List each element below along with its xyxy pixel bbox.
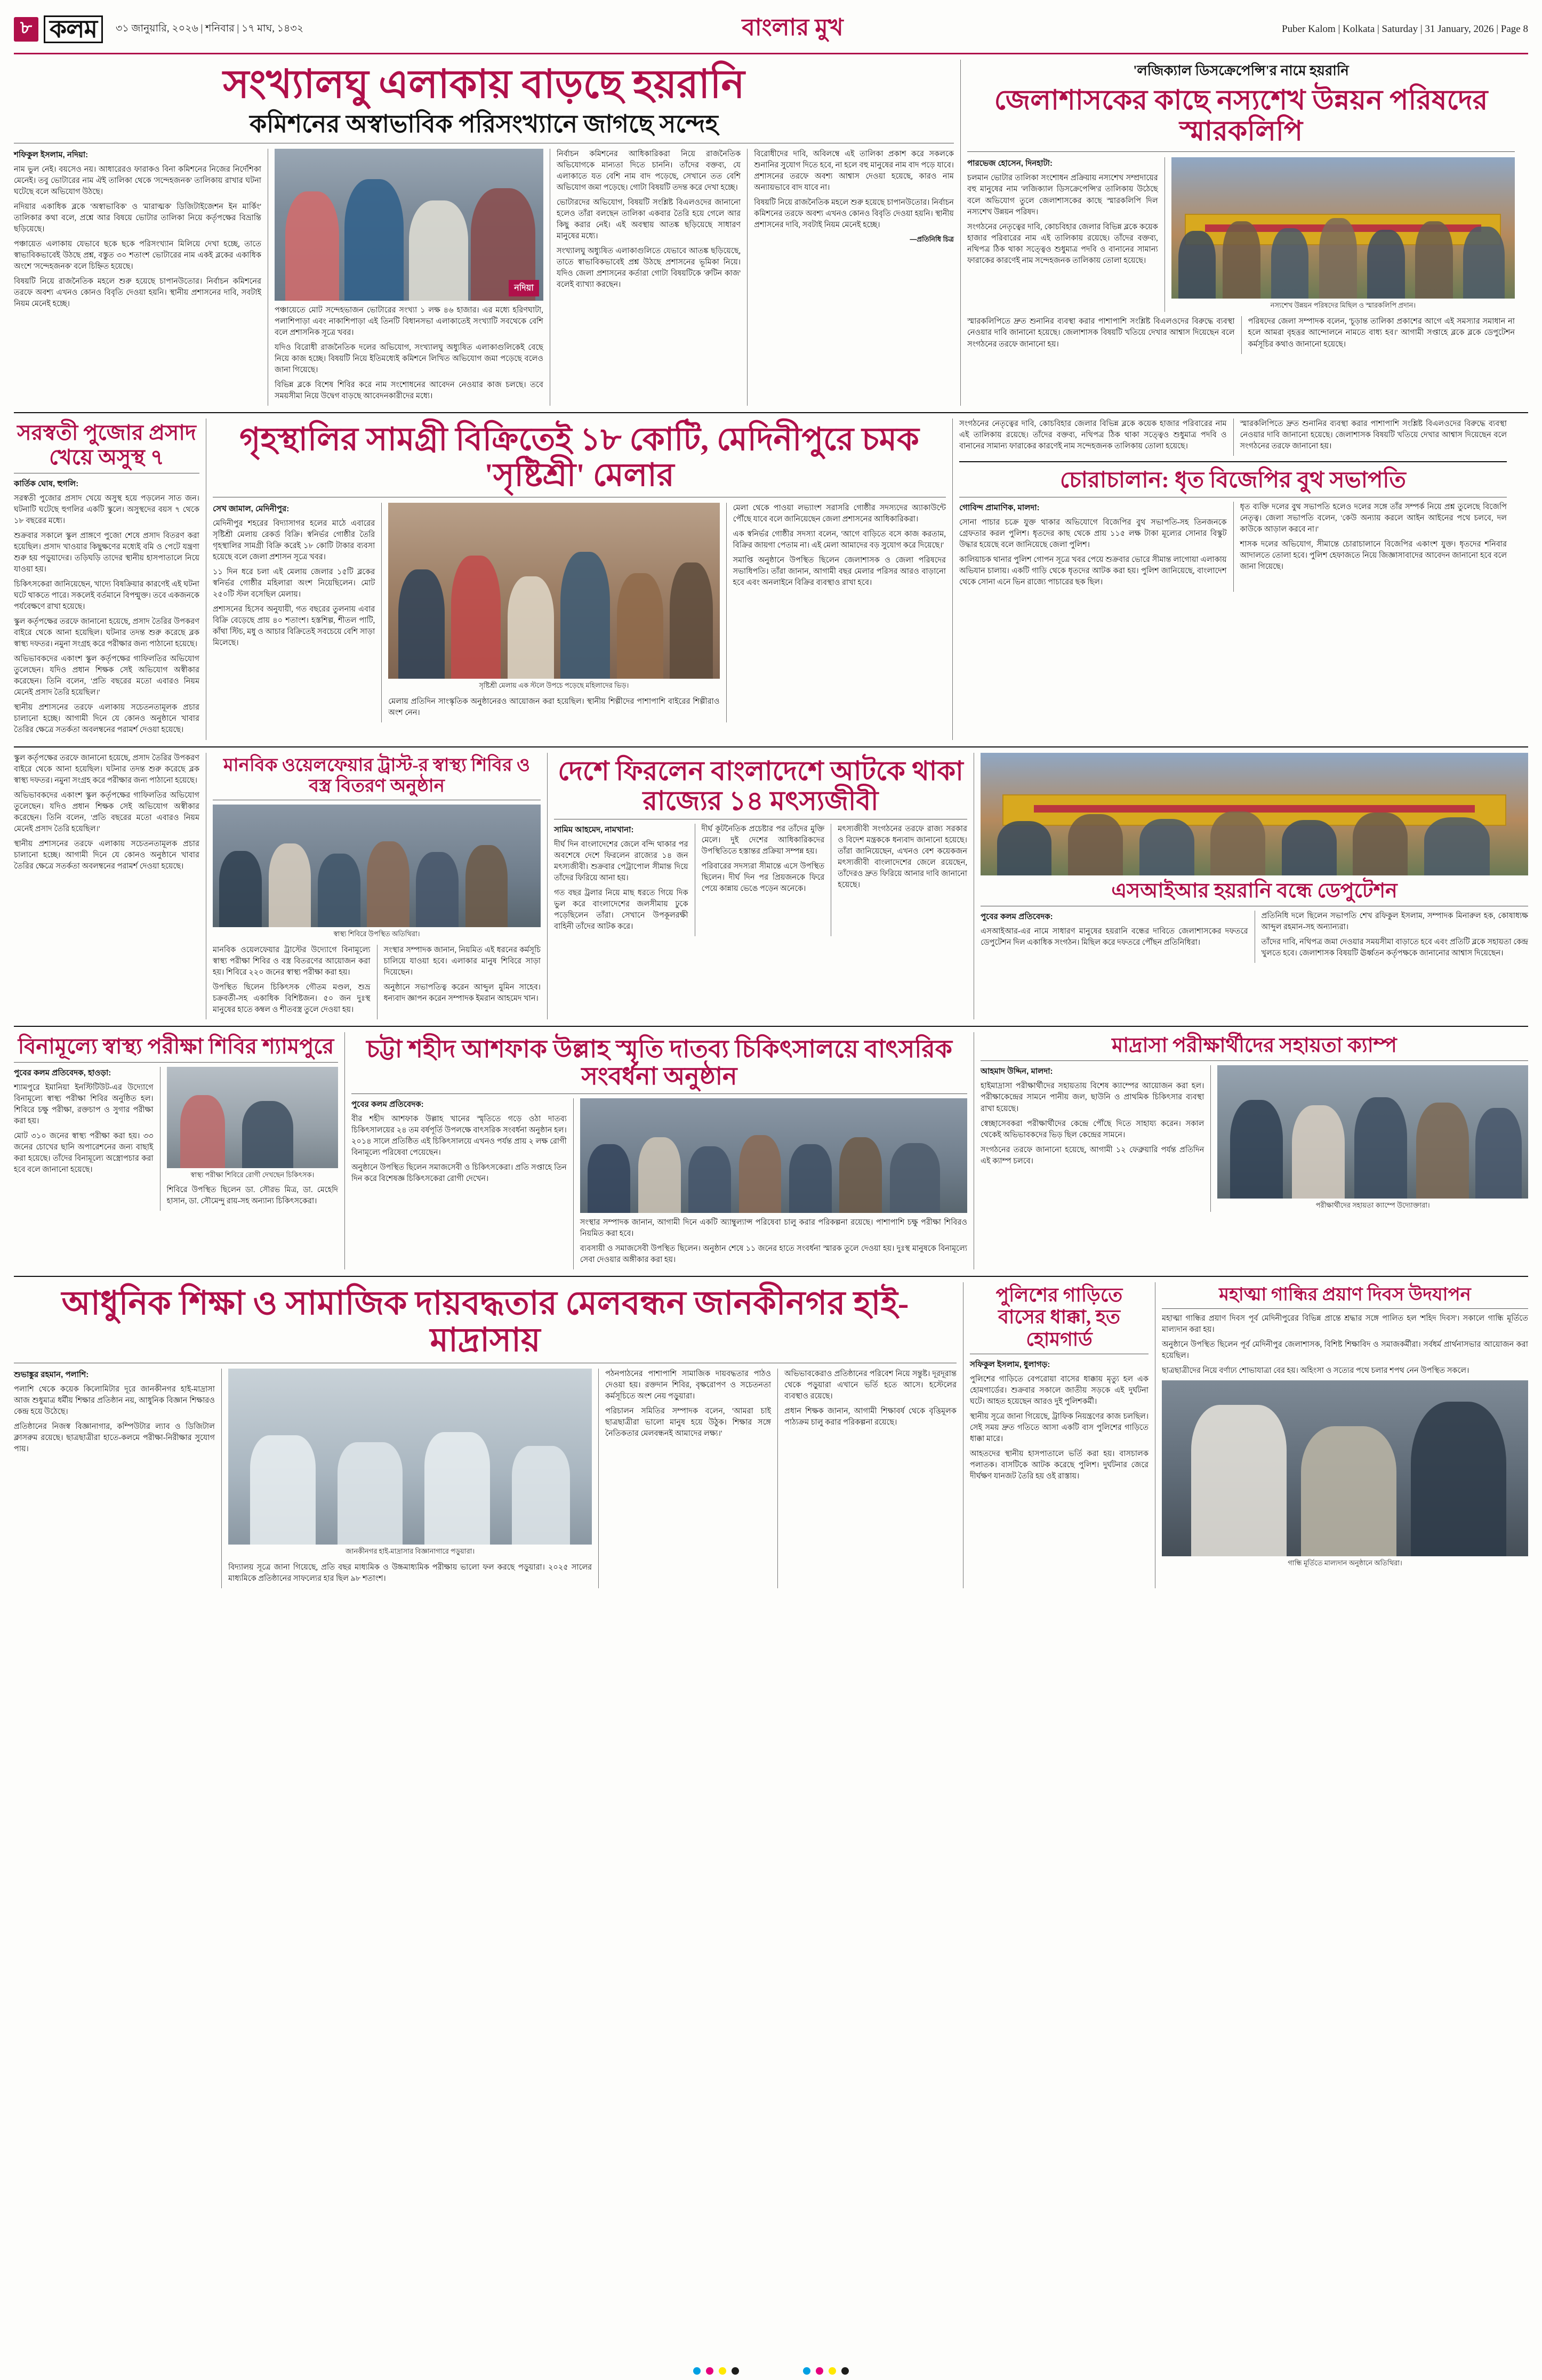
chorachalan-col-1 <box>959 502 1233 592</box>
newspaper-logo: কলম <box>44 15 103 43</box>
registration-dots <box>0 2367 1542 2375</box>
janakinagar-para: বিদ্যালয় সূত্রে জানা গিয়েছে, প্রতি বছর মাধ্যমিক ও উচ্চমাধ্যমিক পরীক্ষায় ভালো ফল করছে পড়ুয়ারা। ২০২৫ সালের মাধ্যমিকে প্রতিষ্ঠানের সাফল্যের হার ছিল ৯৮ শতাংশ। <box>228 1563 592 1583</box>
chorachalan-headline: চোরাচালান: ধৃত বিজেপির বুথ সভাপতি <box>1060 468 1406 493</box>
police-bus-para: পুলিশের গাড়িতে বেপরোয়া বাসের ধাক্কায় মৃত্যু হল এক হোমগার্ডের। শুক্রবার সকালে জাতীয় সড়কে এই দুর্ঘটনা ঘটে। আহত হয়েছেন আরও দুই পুলিশকর্মী। <box>970 1375 1149 1406</box>
siir-col-1 <box>981 911 1255 963</box>
ashfaq-para: বীর শহীদ আশফাক উল্লাহ খানের স্মৃতিতে গড়ে ওঠা দাতব্য চিকিৎসালয়ের ২৪ তম বর্ষপূর্তি উপলক্ষে বাৎসরিক সংবর্ধনা অনুষ্ঠান হল। ২০১৪ সালে প্রতিষ্ঠিত এই চিকিৎসালয়ে এখনও পর্যন্ত প্রায় ২ লক্ষ রোগী বিনামূল্যে পরিষেবা পেয়েছেন। <box>351 1114 567 1157</box>
fishermen-para: গত বছর ট্রলার নিয়ে মাছ ধরতে গিয়ে দিক ভুল করে বাংলাদেশের জলসীমায় ঢুকে পড়েছিলেন তাঁরা। সেখানে উপকূলরক্ষী বাহিনী তাঁদের আটক করে। <box>554 888 688 931</box>
lead-headline: সংখ্যালঘু এলাকায় বাড়ছে হয়রানি <box>223 63 745 107</box>
nosyshekh-para: চলমান ভোটার তালিকা সংশোধন প্রক্রিয়ায় নস্যশেখ সম্প্রদায়ের বহু মানুষের নাম 'লজিক্যাল ডিসক্রেপেন্সি'র তালিকায় উঠেছে বলে অভিযোগ তুলে জেলাশাসকের কাছে স্মারকলিপি দিল নস্যশেখ উন্নয়ন পরিষদ। <box>967 174 1158 216</box>
fishermen-col-1 <box>554 824 695 936</box>
mela-col-1 <box>213 503 381 722</box>
saraswati-headline: সরস্বতী পুজোর প্রসাদ খেয়ে অসুস্থ ৭ <box>17 421 196 470</box>
shampur-photo <box>167 1067 338 1168</box>
police-bus-para: আহতদের স্থানীয় হাসপাতালে ভর্তি করা হয়। বাসচালক পলাতক। বাসটিকে আটক করেছে পুলিশ। দুর্ঘটনার জেরে দীর্ঘক্ষণ যানজট তৈরি হয় ওই রাস্তায়। <box>970 1450 1149 1481</box>
madrasa-camp-col-1 <box>981 1065 1210 1212</box>
bottom-block <box>14 1282 1528 1588</box>
manabik-para: মানবিক ওয়েলফেয়ার ট্রাস্টের উদ্যোগে বিনামূল্যে স্বাস্থ্য পরীক্ষা শিবির ও বস্ত্র বিতরণের আয়োজন করা হয়। শিবিরে ২২০ জনের স্বাস্থ্য পরীক্ষা করা হয়। <box>213 945 371 977</box>
manabik-col-1 <box>213 945 377 1019</box>
chorachalan-para: কালিয়াচক থানার পুলিশ গোপন সূত্রে খবর পেয়ে শুক্রবার ভোরে সীমান্ত লাগোয়া এলাকায় অভিযান চালায়। একটি গাড়ি থেকে ধৃতদের আটক করা হয়। পুলিশ জানিয়েছে, বাংলাদেশ থেকে সোনা এনে ভিন রাজ্যে পাচারের ছক ছিল। <box>959 555 1227 586</box>
janakinagar-para: পরিচালন সমিতির সম্পাদক বলেন, 'আমরা চাই ছাত্রছাত্রীরা ভালো মানুষ হয়ে উঠুক। শিক্ষার সঙ্গে নৈতিকতার মেলবন্ধনই আমাদের লক্ষ্য।' <box>605 1406 772 1438</box>
manabik-col-2 <box>377 945 541 1019</box>
janakinagar-col-4 <box>777 1369 957 1588</box>
fishermen-columns <box>554 824 967 936</box>
lead-para: নির্বাচন কমিশনের আধিকারিকরা নিয়ে রাজনৈতিক অভিযোগকে মান্যতা দিতে চাননি। তাঁদের বক্তব্য, যে এলাকাতে যত বেশি নাম বাদ পড়েছে, সেখানে তত বেশি অভিযোগ জমা পড়েছে। গোটা বিষয়টি তদন্ত করে দেখা হচ্ছে। <box>556 150 741 192</box>
lead-photo-tag: নদিয়া <box>509 280 539 296</box>
right-second-top <box>959 419 1507 456</box>
top-block <box>14 60 1528 406</box>
chorachalan-columns <box>959 502 1507 592</box>
shampur-col-1 <box>14 1067 160 1211</box>
chorachalan-para: শাসক দলের অভিযোগ, সীমান্তে চোরাচালানে বিজেপির একাংশ যুক্ত। ধৃতদের শনিবার আদালতে তোলা হবে। পুলিশ হেফাজতে নিয়ে জিজ্ঞাসাবাদের আবেদন জানানো হবে বলে জানা গিয়েছে। <box>1240 540 1507 571</box>
saraswati-para: স্থানীয় প্রশাসনের তরফে এলাকায় সচেতনতামূলক প্রচার চালানো হচ্ছে। আগামী দিনে যে কোনও অনুষ্ঠানে খাবার তৈরির ক্ষেত্রে সতর্কতা অবলম্বনের পরামর্শ দেওয়া হয়েছে। <box>14 703 199 735</box>
ashfaq-para: অনুষ্ঠানে উপস্থিত ছিলেন সমাজসেবী ও চিকিৎসকেরা। প্রতি সপ্তাহে তিন দিন করে বিশেষজ্ঞ চিকিৎসকেরা রোগী দেখেন। <box>351 1163 567 1183</box>
madrasa-camp-columns <box>981 1065 1528 1212</box>
registration-dotset-left <box>693 2367 739 2375</box>
mela-para: এক স্বনির্ভর গোষ্ঠীর সদস্যা বলেন, 'আগে বাড়িতে বসে কাজ করতাম, বিক্রির জায়গা পেতাম না। এই মেলা আমাদের বড় সুযোগ করে দিয়েছে।' <box>733 529 946 550</box>
mela-columns <box>213 503 946 722</box>
lead-para: যদিও বিরোধী রাজনৈতিক দলের অভিযোগ, সংখ্যালঘু অধ্যুষিত এলাকাগুলিকেই বেছে নিয়ে কাজ হচ্ছে। বিষয়টি নিয়ে ইতিমধ্যেই কমিশনে লিখিত অভিযোগ জমা পড়েছে বলেও জানা গিয়েছে। <box>275 343 543 375</box>
manabik-story <box>206 753 547 1019</box>
mela-photo-caption: সৃষ্টিশ্রী মেলায় এক স্টলে উপচে পড়েছে মহিলাদের ভিড়। <box>479 681 629 689</box>
ashfaq-photo <box>580 1098 967 1213</box>
janakinagar-col-2 <box>221 1369 598 1588</box>
saraswati-para: অভিভাবকদের একাংশ স্কুল কর্তৃপক্ষের গাফিলতির অভিযোগ তুলেছেন। যদিও প্রধান শিক্ষক সেই অভিযোগ অস্বীকার করেছেন। তিনি বলেন, 'প্রতি বছরের মতো এবারও নিয়ম মেনেই প্রসাদ তৈরি হয়েছিল।' <box>14 791 199 833</box>
fishermen-para: পরিবারের সদস্যরা সীমান্তে এসে উপস্থিত ছিলেন। দীর্ঘ দিন পর প্রিয়জনকে ফিরে পেয়ে কান্নায় ভেঙে পড়েন অনেকে। <box>701 862 825 893</box>
siir-story <box>974 753 1528 1019</box>
shampur-para: শ্যামপুরে ইমানিয়া ইনস্টিটিউট-এর উদ্যোগে বিনামূল্যে স্বাস্থ্য পরীক্ষা শিবির অনুষ্ঠিত হল। শিবিরে চক্ষু পরীক্ষা, রক্তচাপ ও সুগার পরীক্ষা করা হয়। <box>14 1083 154 1125</box>
lead-para: বিষয়টি নিয়ে রাজনৈতিক মহলে শুরু হয়েছে চাপানউতোর। নির্বাচন কমিশনের তরফে অবশ্য এখনও কোনও বিবৃতি দেওয়া হয়নি। স্থানীয় প্রশাসনের দাবি, সবটাই নিয়ম মেনেই হচ্ছে। <box>754 198 954 230</box>
gandhi-para: অনুষ্ঠানে উপস্থিত ছিলেন পূর্ব মেদিনীপুর জেলাশাসক, বিশিষ্ট শিক্ষাবিদ ও সমাজকর্মীরা। সর্বধর্ম প্রার্থনাসভার আয়োজন করা হয়েছিল। <box>1162 1340 1528 1361</box>
nosyshekh-photo <box>1171 157 1515 299</box>
nosyshekh-col-1 <box>967 157 1164 312</box>
mela-story <box>206 419 952 739</box>
gandhi-headline: মহাত্মা গান্ধির প্রয়াণ দিবস উদযাপন <box>1219 1284 1471 1305</box>
lead-col-3 <box>550 149 747 406</box>
nosyshekh-kicker: 'লজিক্যাল ডিসক্রেপেন্সি'র নামে হয়রানি <box>1133 63 1349 78</box>
right-second-col-1 <box>959 419 1233 456</box>
madrasa-camp-story <box>974 1032 1528 1269</box>
lead-para: নাম ভুল নেই। বয়সেও নয়। আধারেরও ফারাকও বিনা কমিশনের নিজের নির্দেশিকা মেনেই। তবু ভোটারের নাম ঐই তালিকা থেকে 'সন্দেহজনক' তালিকায় রাখার ঘটনা ঘটেছে বলে অভিযোগ উঠছে। <box>14 165 261 197</box>
police-bus-para: স্থানীয় সূত্রে জানা গিয়েছে, ট্রাফিক নিয়ন্ত্রণের কাজ চলছিল। সেই সময় দ্রুত গতিতে আসা একটি বাস পুলিশের গাড়িতে ধাক্কা মারে। <box>970 1412 1149 1444</box>
lead-para: বিরোধীদের দাবি, অবিলম্বে এই তালিকা প্রকাশ করে সকলকে শুনানির সুযোগ দিতে হবে, না হলে বহু মানুষের নাম বাদ পড়ে যাবে। প্রশাসনের তরফে অবশ্য আশ্বাস দেওয়া হয়েছে, কারও নাম অন্যায়ভাবে বাদ যাবে না। <box>754 150 954 192</box>
page-number-badge: ৮ <box>14 17 38 42</box>
madrasa-camp-photo <box>1217 1065 1528 1199</box>
lead-col-2 <box>268 149 550 406</box>
lead-col-4 <box>747 149 954 406</box>
manabik-para: উপস্থিত ছিলেন চিকিৎসক গৌতম মণ্ডল, শুভ্র চক্রবর্তী-সহ একাধিক বিশিষ্টজন। ৫০ জন দুঃস্থ মানুষের হাতে কম্বল ও শীতবস্ত্র তুলে দেওয়া হয়। <box>213 983 371 1014</box>
siir-para: এসআইআর-এর নামে সাধারণ মানুষের হয়রানি বন্ধের দাবিতে জেলাশাসকের দফতরে ডেপুটেশন দিল একাধিক সংগঠন। মিছিল করে দফতরে পৌঁছন প্রতিনিধিরা। <box>981 927 1248 947</box>
janakinagar-para: পঠনপাঠনের পাশাপাশি সামাজিক দায়বদ্ধতার পাঠও দেওয়া হয়। রক্তদান শিবির, বৃক্ষরোপণ ও সচেতনতা কর্মসূচিতে অংশ নেয় পড়ুয়ারা। <box>605 1369 772 1401</box>
nosyshekh-para: সংগঠনের নেতৃত্বের দাবি, কোচবিহার জেলার বিভিন্ন ব্লকে কয়েক হাজার পরিবারের নাম এই তালিকায় রয়েছে। তাঁদের বক্তব্য, নথিপত্র ঠিক থাকা সত্ত্বেও শুধুমাত্র পদবি ও বানানের সামান্য ফারাকের কারণেই নাম সন্দেহজনক তালিকায় তোলা হয়েছে। <box>959 420 1227 451</box>
manabik-para: অনুষ্ঠানে সভাপতিত্ব করেন আব্দুল মুমিন সাহেব। ধন্যবাদ জ্ঞাপন করেন সম্পাদক ইমরান আহমেদ খান। <box>383 983 541 1003</box>
janakinagar-photo <box>228 1369 592 1545</box>
lead-para: সংখ্যালঘু অধ্যুষিত এলাকাগুলিতে যেভাবে আতঙ্ক ছড়িয়েছে, তাতে স্বাভাবিকভাবেই প্রশ্ন উঠছে প্রশাসনের ভূমিকা নিয়ে। যদিও জেলা প্রশাসনের কর্তারা গোটা বিষয়টিকে 'রুটিন কাজ' বলেই ব্যাখ্যা করছেন। <box>556 247 741 290</box>
fishermen-headline: দেশে ফিরলেন বাংলাদেশে আটকে থাকা রাজ্যের ১৪ মৎস্যজীবী <box>558 755 963 816</box>
fishermen-col-3 <box>831 824 967 936</box>
chorachalan-para: ধৃত ব্যক্তি দলের বুথ সভাপতি হলেও দলের সঙ্গে তাঁর সম্পর্ক নিয়ে প্রশ্ন তুলেছে বিজেপি নেতৃত্ব। জেলা সভাপতি বলেন, 'কেউ অন্যায় করলে আইন আইনের পথে চলবে, দল কাউকে আড়াল করবে না।' <box>1240 502 1507 534</box>
siir-para: প্রতিনিধি দলে ছিলেন সভাপতি শেখ রফিকুল ইসলাম, সম্পাদক মিনারুল হক, কোষাধ্যক্ষ আব্দুল রহমান-সহ অন্যান্যরা। <box>1261 912 1528 932</box>
police-bus-byline: সফিকুল ইসলাম, ধুলাগড়: <box>970 1360 1050 1370</box>
lead-para: বিভিন্ন ব্লকে বিশেষ শিবির করে নাম সংশোধনের আবেদন নেওয়ার কাজ চলছে। তবে সময়সীমা নিয়ে উদ্বেগ বাড়ছে আবেদনকারীদের মধ্যে। <box>275 381 543 401</box>
mela-byline: সেখ জামাল, মেদিনীপুর: <box>213 504 290 513</box>
nosyshekh-col-2 <box>1164 157 1515 312</box>
manabik-columns <box>213 945 541 1019</box>
nosyshekh-story <box>960 60 1515 406</box>
masthead-date: ৩১ জানুয়ারি, ২০২৬ | শনিবার | ১৭ মাঘ, ১৪৩২ <box>116 22 304 34</box>
chorachalan-para: সোনা পাচার চক্রে যুক্ত থাকার অভিযোগে বিজেপির বুথ সভাপতি-সহ তিনজনকে গ্রেফতার করল পুলিশ। ধৃতদের কাছ থেকে প্রায় ১১৫ লক্ষ টাকা মূল্যের সোনার বিস্কুট উদ্ধার হয়েছে বলে জানিয়েছে জেলা পুলিশ। <box>959 518 1227 549</box>
lead-para: ভোটারদের অভিযোগ, বিষয়টি সংশ্লিষ্ট বিএলওদের জানানো হলেও তাঁরা বলছেন তালিকা একবার তৈরি হয়ে গেলে আর কিছু করার নেই। এই অবস্থায় আতঙ্ক ছড়িয়েছে সাধারণ মানুষের মধ্যে। <box>556 198 741 241</box>
nosyshekh-headline: জেলাশাসকের কাছে নস্যশেখ উন্নয়ন পরিষদের স্মারকলিপি <box>994 85 1488 147</box>
mela-col-2 <box>381 503 726 722</box>
nosyshekh-col-3 <box>967 316 1241 353</box>
manabik-headline: মানবিক ওয়েলফেয়ার ট্রাস্ট-র স্বাস্থ্য শিবির ও বস্ত্র বিতরণ অনুষ্ঠান <box>223 755 531 796</box>
nosyshekh-para: সংগঠনের নেতৃত্বের দাবি, কোচবিহার জেলার বিভিন্ন ব্লকে কয়েক হাজার পরিবারের নাম এই তালিকায় রয়েছে। তাঁদের বক্তব্য, নথিপত্র ঠিক থাকা সত্ত্বেও শুধুমাত্র পদবি ও বানানের সামান্য ফারাকের কারণেই নাম সন্দেহজনক তালিকায় তোলা হয়েছে। <box>967 222 1158 265</box>
nosyshekh-photo-caption: নস্যশেখ উন্নয়ন পরিষদের মিছিল ও স্মারকলিপি প্রদান। <box>1270 301 1416 310</box>
janakinagar-photo-caption: জানকীনগর হাই-মাদ্রাসার বিজ্ঞানাগারে পড়ুয়ারা। <box>345 1547 475 1555</box>
chorachalan-col-2 <box>1233 502 1507 592</box>
saraswati-para: স্কুল কর্তৃপক্ষের তরফে জানানো হয়েছে, প্রসাদ তৈরির উপকরণ বাইরে থেকে আনা হয়েছিল। ঘটনার তদন্ত শুরু করেছে ব্লক স্বাস্থ্য দফতর। নমুনা সংগ্রহ করে পরীক্ষার জন্য পাঠানো হয়েছে। <box>14 617 199 649</box>
janakinagar-para: পলাশি থেকে কয়েক কিলোমিটার দূরে জানকীনগর হাই-মাদ্রাসা আজ শুধুমাত্র ধর্মীয় শিক্ষার প্রতিষ্ঠান নয়, আধুনিক বিজ্ঞান শিক্ষারও কেন্দ্র হয়ে উঠেছে। <box>14 1385 215 1416</box>
gandhi-para: ছাত্রছাত্রীদের নিয়ে বর্ণাঢ্য শোভাযাত্রা বের হয়। অহিংসা ও সত্যের পথে চলার শপথ নেন উপস্থিত সকলে। <box>1162 1366 1469 1376</box>
mela-para: সমাপ্তি অনুষ্ঠানে উপস্থিত ছিলেন জেলাশাসক ও জেলা পরিষদের সভাধিপতি। তাঁরা জানান, আগামী বছর মেলার পরিসর আরও বাড়ানো হবে এবং অনলাইনে বিক্রির ব্যবস্থাও রাখা হবে। <box>733 556 946 587</box>
saraswati-story <box>14 419 206 739</box>
fourth-block <box>14 1032 1528 1269</box>
mela-headline: গৃহস্থালির সামগ্রী বিক্রিতেই ১৮ কোটি, মেদিনীপুরে চমক 'সৃষ্টিশ্রী' মেলার <box>239 422 919 493</box>
nosyshekh-columns-2 <box>967 316 1515 353</box>
shampur-para: মোট ৩১০ জনের স্বাস্থ্য পরীক্ষা করা হয়। ৩৩ জনের চোখের ছানি অপারেশনের জন্য বাছাই করা হয়েছে। তাঁদের বিনামূল্যে অস্ত্রোপচার করা হবে বলে জানানো হয়েছে। <box>14 1131 154 1174</box>
nosyshekh-para: স্মারকলিপিতে দ্রুত শুনানির ব্যবস্থা করার পাশাপাশি সংশ্লিষ্ট বিএলওদের বিরুদ্ধে ব্যবস্থা নেওয়ার দাবি জানানো হয়েছে। জেলাশাসক বিষয়টি খতিয়ে দেখার আশ্বাস দিয়েছেন বলে সংগঠনের তরফে জানানো হয়। <box>967 317 1235 349</box>
ashfaq-para: ব্যবসায়ী ও সমাজসেবী উপস্থিত ছিলেন। অনুষ্ঠান শেষে ১১ জনের হাতে সংবর্ধনা স্মারক তুলে দেওয়া হয়। দুঃস্থ মানুষকে বিনামূল্যে সেবা দেওয়ার অঙ্গীকার করা হয়। <box>580 1244 967 1264</box>
second-block <box>14 419 1528 739</box>
janakinagar-para: প্রতিষ্ঠানের নিজস্ব বিজ্ঞানাগার, কম্পিউটার ল্যাব ও ডিজিটাল ক্লাসরুম রয়েছে। ছাত্রছাত্রীরা হাতে-কলমে পরীক্ষা-নিরীক্ষার সুযোগ পায়। <box>14 1422 215 1453</box>
lead-story <box>14 60 960 406</box>
lead-signature: —প্রতিনিধি চিত্র <box>910 235 954 244</box>
right-second-block <box>952 419 1507 739</box>
madrasa-camp-para: স্বেচ্ছাসেবকরা পরীক্ষার্থীদের কেন্দ্রে পৌঁছে দিতে সাহায্য করেন। সকাল থেকেই অভিভাবকদের ভিড় ছিল কেন্দ্রের সামনে। <box>981 1119 1204 1139</box>
shampur-col-2 <box>160 1067 338 1211</box>
ashfaq-headline: চট্টা শহীদ আশফাক উল্লাহ স্মৃতি দাতব্য চিকিৎসালয়ে বাৎসরিক সংবর্ধনা অনুষ্ঠান <box>366 1035 952 1090</box>
madrasa-camp-byline: আহমাদ উদ্দিন, মালদা: <box>981 1067 1053 1076</box>
nosyshekh-columns <box>967 157 1515 312</box>
fishermen-para: দীর্ঘ কূটনৈতিক প্রচেষ্টার পর তাঁদের মুক্তি মেলে। দুই দেশের আধিকারিকদের উপস্থিতিতে হস্তান্তর প্রক্রিয়া সম্পন্ন হয়। <box>701 824 825 856</box>
lead-para: নদিয়ার একাধিক ব্লকে 'অস্বাভাবিক' ও 'মারাত্মক' ডিজিটাইজেশন ইন মার্কিং' তালিকার কথা বলে, প্রশ্নে আর বিষয়ে ভোটার তালিকা নিয়ে কর্তৃপক্ষের বিভ্রান্তি ছড়িয়েছে। <box>14 203 261 234</box>
fishermen-col-2 <box>695 824 831 936</box>
mela-photo <box>388 503 719 679</box>
police-bus-headline: পুলিশের গাড়িতে বাসের ধাক্কা, হত হোমগার্ড <box>995 1284 1123 1350</box>
ashfaq-byline: পুবের কলম প্রতিবেদক: <box>351 1099 424 1109</box>
right-second-col-2 <box>1233 419 1507 456</box>
madrasa-camp-para: হাইমাদ্রাসা পরীক্ষার্থীদের সহায়তায় বিশেষ ক্যাম্পের আয়োজন করা হল। পরীক্ষাকেন্দ্রের সামনে পানীয় জল, ছাউনি ও প্রাথমিক চিকিৎসার ব্যবস্থা রাখা হয়েছে। <box>981 1082 1204 1113</box>
siir-photo <box>981 753 1528 875</box>
lead-col-1 <box>14 149 268 406</box>
lead-columns <box>14 149 954 406</box>
madrasa-camp-photo-caption: পরীক্ষার্থীদের সহায়তা ক্যাম্পে উদ্যোক্তারা। <box>1315 1201 1430 1210</box>
masthead-edition-info: Puber Kalom | Kolkata | Saturday | 31 January, 2026 | Page 8 <box>1282 23 1528 35</box>
gandhi-photo <box>1162 1380 1528 1556</box>
shampur-story <box>14 1032 344 1269</box>
ashfaq-col-1 <box>351 1098 573 1269</box>
shampur-photo-caption: স্বাস্থ্য পরীক্ষা শিবিরে রোগী দেখছেন চিকিৎসক। <box>190 1170 315 1179</box>
saraswati-para: অভিভাবকদের একাংশ স্কুল কর্তৃপক্ষের গাফিলতির অভিযোগ তুলেছেন। যদিও প্রধান শিক্ষক সেই অভিযোগ অস্বীকার করেছেন। তিনি বলেন, 'প্রতি বছরের মতো এবারও নিয়ম মেনেই প্রসাদ তৈরি হয়েছিল।' <box>14 655 199 697</box>
lead-photo <box>275 149 543 301</box>
janakinagar-headline: আধুনিক শিক্ষা ও সামাজিক দায়বদ্ধতার মেলবন্ধন জানকীনগর হাই-মাদ্রাসায় <box>61 1285 909 1359</box>
saraswati-para: শুক্রবার সকালে স্কুল প্রাঙ্গণে পুজো শেষে প্রসাদ বিতরণ করা হয়েছিল। প্রসাদ খাওয়ার কিছুক্ষণের মধ্যেই বমি ও পেটে যন্ত্রণা শুরু হয় পড়ুয়াদের। তড়িঘড়ি তাদের স্থানীয় হাসপাতালে নিয়ে যাওয়া হয়। <box>14 532 199 574</box>
shampur-para: শিবিরে উপস্থিত ছিলেন ডা. সৌরভ মিত্র, ডা. মেহেদি হাসান, ডা. সৌমেন্দু রায়-সহ অন্যান্য চিকিৎসকেরা। <box>166 1185 338 1205</box>
lead-subhead: কমিশনের অস্বাভাবিক পরিসংখ্যানে জাগছে সন্দেহ <box>250 110 718 138</box>
manabik-photo-caption: স্বাস্থ্য শিবিরে উপস্থিত অতিথিরা। <box>333 929 420 938</box>
shampur-headline: বিনামূল্যে স্বাস্থ্য পরীক্ষা শিবির শ্যামপুরে <box>18 1034 334 1058</box>
mela-para: মেদিনীপুর শহরের বিদ্যাসাগর হলের মাঠে এবারের সৃষ্টিশ্রী মেলায় রেকর্ড বিক্রি। স্বনির্ভর গোষ্ঠীর তৈরি গৃহস্থালির সামগ্রী বিক্রি করেই ১৮ কোটি টাকার ব্যবসা হয়েছে বলে জেলা প্রশাসন সূত্রে খবর। <box>213 519 375 561</box>
siir-headline: এসআইআর হয়রানি বন্ধে ডেপুটেশন <box>1111 879 1398 902</box>
saraswati-para: চিকিৎসকেরা জানিয়েছেন, খাদ্যে বিষক্রিয়ার কারণেই এই ঘটনা ঘটে থাকতে পারে। সকলেই বর্তমানে বিপন্মুক্ত। তবে একজনকে পর্যবেক্ষণে রাখা হয়েছে। <box>14 580 199 612</box>
mela-para: ১১ দিন ধরে চলা এই মেলায় জেলার ১৫টি ব্লকের স্বনির্ভর গোষ্ঠীর মহিলারা অংশ নিয়েছিলেন। মোট ২৫০টি স্টল বসেছিল মেলায়। <box>213 567 375 599</box>
masthead <box>14 10 1528 54</box>
manabik-photo <box>213 805 541 927</box>
janakinagar-story <box>14 1282 963 1588</box>
nosyshekh-byline: পারভেজ হোসেন, দিনহাটা: <box>967 159 1053 168</box>
fishermen-para: দীর্ঘ দিন বাংলাদেশের জেলে বন্দি থাকার পর অবশেষে দেশে ফিরলেন রাজ্যের ১৪ জন মৎস্যজীবী। শুক্রবার পেট্রাপোল সীমান্ত দিয়ে তাঁদের ফিরিয়ে আনা হয়। <box>554 840 688 882</box>
saraswati-byline: কার্তিক ঘোষ, হুগলি: <box>14 479 79 489</box>
lead-para: পঞ্চায়েতে মোট সন্দেহভাজন ভোটারের সংখ্যা ১ লক্ষ ৪৬ হাজার। এর মধ্যে হরিণঘাটা, পলাশিপাড়া এবং নাকাশিপাড়া এই তিনটি বিধানসভা এলাকাতেই সংখ্যাটি সবথেকে বেশি বলে প্রশাসনিক সূত্রে খবর। <box>275 306 543 337</box>
saraswati-continuation <box>14 753 206 1019</box>
lead-byline: শফিকুল ইসলাম, নদিয়া: <box>14 150 89 160</box>
saraswati-para: স্কুল কর্তৃপক্ষের তরফে জানানো হয়েছে, প্রসাদ তৈরির উপকরণ বাইরে থেকে আনা হয়েছিল। ঘটনার তদন্ত শুরু করেছে ব্লক স্বাস্থ্য দফতর। নমুনা সংগ্রহ করে পরীক্ষার জন্য পাঠানো হয়েছে। <box>14 753 199 785</box>
mela-para: মেলা থেকে পাওয়া লভ্যাংশ সরাসরি গোষ্ঠীর সদস্যদের অ্যাকাউন্টে পৌঁছে যাবে বলে জানিয়েছেন জেলা প্রশাসনের আধিকারিকরা। <box>733 503 946 524</box>
ashfaq-story <box>344 1032 974 1269</box>
nosyshekh-para: পরিষদের জেলা সম্পাদক বলেন, 'চূড়ান্ত তালিকা প্রকাশের আগে এই সমস্যার সমাধান না হলে আমরা বৃহত্তর আন্দোলনে নামতে বাধ্য হব।' আগামী সপ্তাহে ব্লকে ব্লকে ডেপুটেশন কর্মসূচির কথাও জানানো হয়েছে। <box>1248 317 1515 349</box>
third-block <box>14 753 1528 1019</box>
siir-para: তাঁদের দাবি, নথিপত্র জমা দেওয়ার সময়সীমা বাড়াতে হবে এবং প্রতিটি ব্লকে সহায়তা কেন্দ্র খুলতে হবে। জেলাশাসক বিষয়টি ঊর্ধ্বতন কর্তৃপক্ষকে জানানোর আশ্বাস দিয়েছেন। <box>1261 938 1528 958</box>
mela-col-3 <box>726 503 946 722</box>
saraswati-para: স্থানীয় প্রশাসনের তরফে এলাকায় সচেতনতামূলক প্রচার চালানো হচ্ছে। আগামী দিনে যে কোনও অনুষ্ঠানে খাবার তৈরির ক্ষেত্রে সতর্কতা অবলম্বনের পরামর্শ দেওয়া হয়েছে। <box>14 839 199 871</box>
madrasa-camp-para: সংগঠনের তরফে জানানো হয়েছে, আগামী ১২ ফেব্রুয়ারি পর্যন্ত প্রতিদিন এই ক্যাম্প চলবে। <box>981 1145 1204 1165</box>
lead-para: বিষয়টি নিয়ে রাজনৈতিক মহলে শুরু হয়েছে চাপানউতোর। নির্বাচন কমিশনের তরফে অবশ্য এখনও কোনও বিবৃতি দেওয়া হয়নি। স্থানীয় প্রশাসনের দাবি, সবটাই নিয়ম মেনেই হচ্ছে। <box>14 277 261 309</box>
shampur-columns <box>14 1067 338 1211</box>
janakinagar-columns <box>14 1369 957 1588</box>
masthead-section-title: বাংলার মুখ <box>742 14 844 41</box>
madrasa-camp-col-2 <box>1210 1065 1528 1212</box>
madrasa-camp-headline: মাদ্রাসা পরীক্ষার্থীদের সহায়তা ক্যাম্প <box>1112 1034 1397 1057</box>
siir-byline: পুবের কলম প্রতিবেদক: <box>981 912 1053 922</box>
saraswati-para: সরস্বতী পুজোর প্রসাদ খেয়ে অসুস্থ হয়ে পড়লেন সাত জন। ঘটনাটি ঘটেছে হুগলির একটি স্কুলে। অসুস্থদের বয়স ৭ থেকে ১৮ বছরের মধ্যে। <box>14 494 199 526</box>
siir-columns <box>981 911 1528 963</box>
gandhi-photo-caption: গান্ধি মূর্তিতে মাল্যদান অনুষ্ঠানে অতিথিরা। <box>1288 1559 1402 1567</box>
janakinagar-para: অভিভাবকেরাও প্রতিষ্ঠানের পরিবেশ নিয়ে সন্তুষ্ট। দূরদূরান্ত থেকে পড়ুয়ারা এখানে ভর্তি হতে আসে। হস্টেলের ব্যবস্থাও রয়েছে। <box>784 1369 957 1401</box>
shampur-byline: পুবের কলম প্রতিবেদক, হাওড়া: <box>14 1068 111 1078</box>
chorachalan-byline: গোবিন্দ প্রামাণিক, মালদা: <box>959 503 1040 512</box>
mela-para: মেলায় প্রতিদিন সাংস্কৃতিক অনুষ্ঠানেরও আয়োজন করা হয়েছিল। স্থানীয় শিল্পীদের পাশাপাশি বাইরের শিল্পীরাও অংশ নেন। <box>388 697 720 717</box>
registration-dotset-right <box>803 2367 849 2375</box>
police-bus-story <box>963 1282 1155 1588</box>
lead-para: পঞ্চায়েত এলাকায় যেভাবে ছকে ছকে পরিসংখ্যান মিলিয়ে দেখা হচ্ছে, তাতে স্বাভাবিকভাবেই উঠছে প্রশ্ন, বস্তুত ৩০ শতাংশ ভোটারের নাম একই ব্লকের একাধিক অংশে 'সন্দেহজনক' বলে চিহ্নিত হয়েছে। <box>14 240 261 271</box>
janakinagar-para: প্রধান শিক্ষক জানান, আগামী শিক্ষাবর্ষ থেকে বৃত্তিমূলক পাঠ্যক্রম চালু করার পরিকল্পনা রয়েছে। <box>784 1406 957 1427</box>
nosyshekh-col-4 <box>1241 316 1515 353</box>
mela-para: প্রশাসনের হিসেব অনুযায়ী, গত বছরের তুলনায় এবার বিক্রি বেড়েছে প্রায় ৪০ শতাংশ। হস্তশিল্প, শীতল পাটি, কাঁথা স্টিচ, মধু ও আচার বিক্রিতেই সবচেয়ে বেশি সাড়া মিলেছে। <box>213 605 375 647</box>
fishermen-story <box>547 753 974 1019</box>
ashfaq-columns <box>351 1098 967 1269</box>
gandhi-para: মহাত্মা গান্ধির প্রয়াণ দিবস পূর্ব মেদিনীপুরের বিভিন্ন প্রান্তে শ্রদ্ধার সঙ্গে পালিত হল 'শহিদ দিবস'। সকালে গান্ধি মূর্তিতে মাল্যদান করা হয়। <box>1162 1314 1528 1334</box>
ashfaq-para: সংস্থার সম্পাদক জানান, আগামী দিনে একটি অ্যাম্বুল্যান্স পরিষেবা চালু করার পরিকল্পনা রয়েছে। পাশাপাশি চক্ষু পরীক্ষা শিবিরও নিয়মিত করা হবে। <box>580 1218 967 1238</box>
ashfaq-col-2 <box>573 1098 967 1269</box>
janakinagar-byline: শুভাঙ্কুর রহমান, পলাশি: <box>14 1370 89 1379</box>
siir-col-2 <box>1255 911 1529 963</box>
fishermen-byline: সামিম আহমেদ, নামখানা: <box>554 825 634 834</box>
fishermen-para: মৎস্যজীবী সংগঠনের তরফে রাজ্য সরকার ও বিদেশ মন্ত্রককে ধন্যবাদ জানানো হয়েছে। তাঁরা জানিয়েছেন, এখনও বেশ কয়েকজন মৎস্যজীবী বাংলাদেশের জেলে রয়েছেন, তাঁদেরও দ্রুত ফিরিয়ে আনার দাবি জানানো হয়েছে। <box>838 824 967 889</box>
gandhi-story <box>1155 1282 1528 1588</box>
manabik-para: সংস্থার সম্পাদক জানান, নিয়মিত এই ধরনের কর্মসূচি চালিয়ে যাওয়া হবে। এলাকার মানুষ শিবিরে সাড়া দিয়েছেন। <box>383 945 541 977</box>
nosyshekh-para: স্মারকলিপিতে দ্রুত শুনানির ব্যবস্থা করার পাশাপাশি সংশ্লিষ্ট বিএলওদের বিরুদ্ধে ব্যবস্থা নেওয়ার দাবি জানানো হয়েছে। জেলাশাসক বিষয়টি খতিয়ে দেখার আশ্বাস দিয়েছেন বলে সংগঠনের তরফে জানানো হয়। <box>1240 420 1507 451</box>
janakinagar-col-3 <box>598 1369 777 1588</box>
janakinagar-col-1 <box>14 1369 221 1588</box>
masthead-left <box>14 15 303 43</box>
